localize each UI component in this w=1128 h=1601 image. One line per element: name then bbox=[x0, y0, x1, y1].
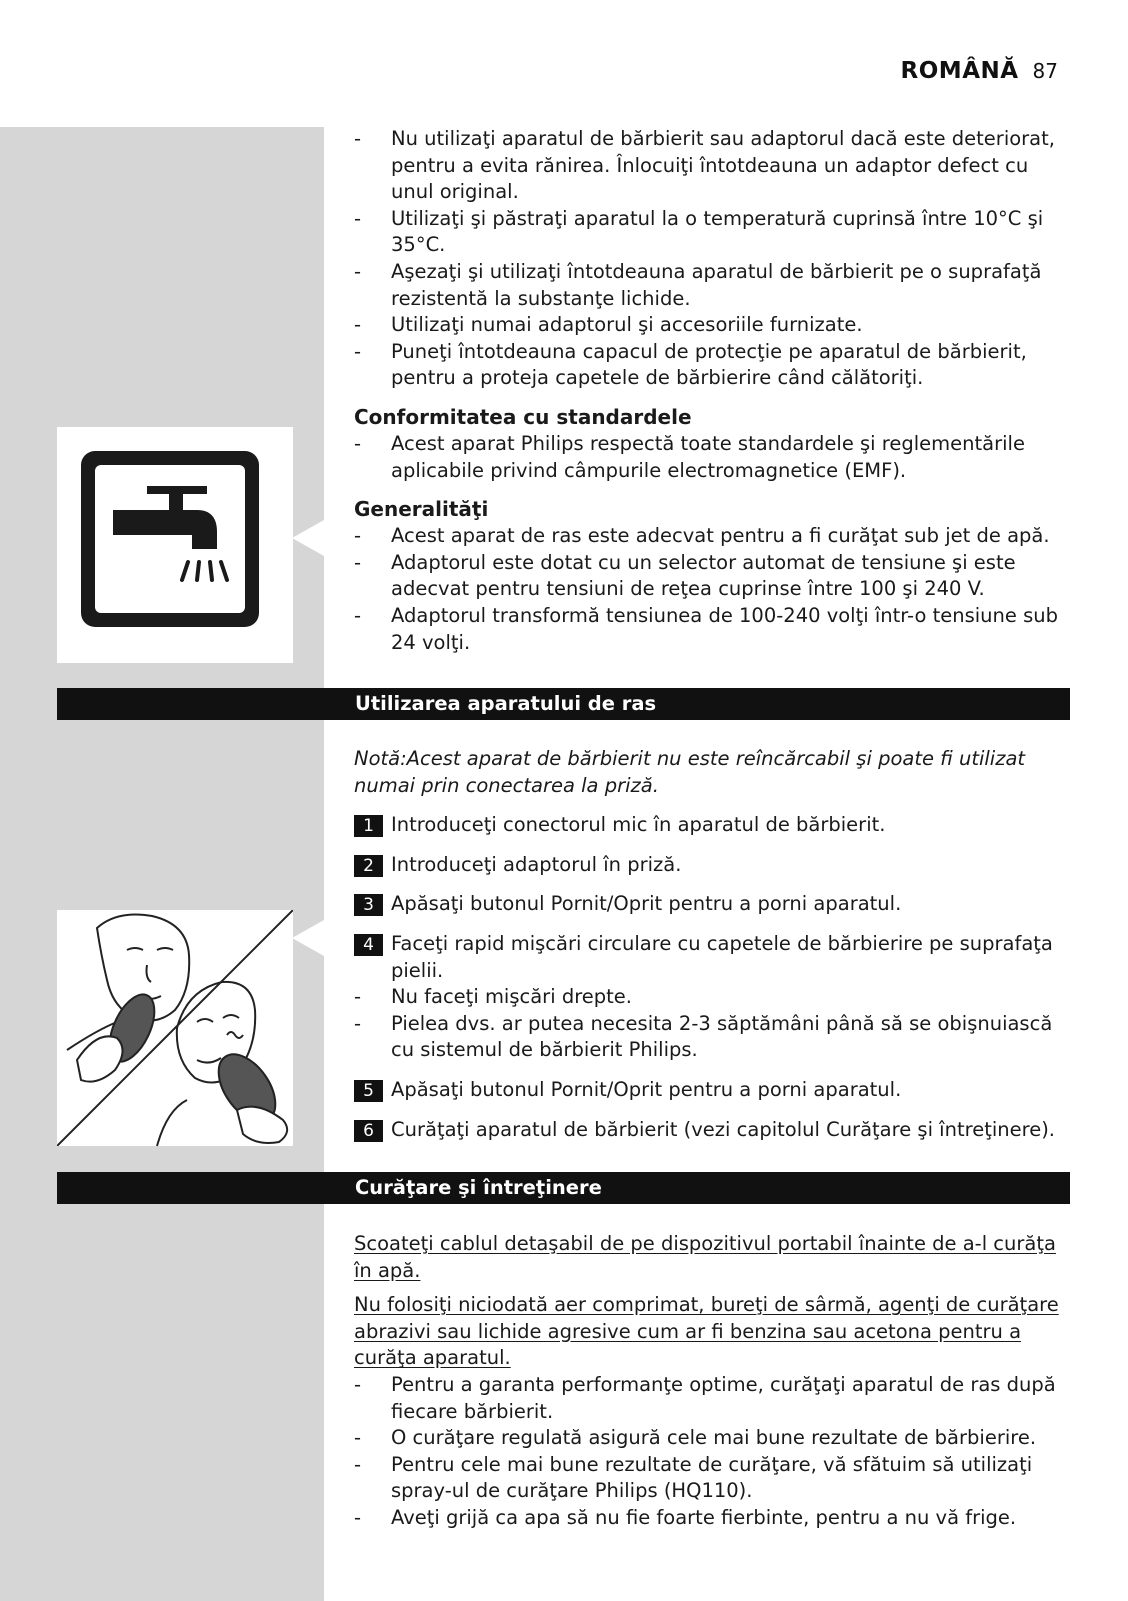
usage-section bbox=[354, 746, 1070, 1143]
step-item: 4 Faceţi rapid mişcări circulare cu capetele de bărbierire pe suprafaţa pielii. bbox=[354, 931, 1070, 984]
list-item: - Nu utilizaţi aparatul de bărbierit sau adaptorul dacă este deteriorat, pentru a evita rănirea. Înlocuiţi întotdeauna un adaptor defect cu unul original. bbox=[354, 127, 1055, 204]
step-item: 5 Apăsaţi butonul Pornit/Oprit pentru a porni aparatul. bbox=[354, 1077, 1070, 1104]
shaving-illustration bbox=[57, 910, 293, 1146]
cleaning-warning: Nu folosiţi niciodată aer comprimat, bureţi de sârmă, agenţi de curăţare abrazivi sau lichide agresive cum ar fi benzina sau acetona pentru a curăţa aparatul. bbox=[354, 1293, 1059, 1370]
list-item: - Acest aparat de ras este adecvat pentru a fi curăţat sub jet de apă. bbox=[354, 524, 1050, 548]
list-item: - Utilizaţi numai adaptorul şi accesoriile furnizate. bbox=[354, 313, 863, 337]
safety-section bbox=[354, 126, 1070, 656]
general-heading: Generalităţi bbox=[354, 497, 489, 522]
cleaning-section bbox=[354, 1231, 1070, 1532]
list-item: - Aşezaţi şi utilizaţi întotdeauna aparatul de bărbierit pe o suprafaţă rezistentă la substanţe lichide. bbox=[354, 259, 1042, 310]
shaving-figure bbox=[57, 910, 293, 1146]
washable-tap-icon bbox=[57, 427, 293, 663]
step-item: 2 Introduceţi adaptorul în priză. bbox=[354, 852, 1070, 879]
sidebar-background bbox=[0, 127, 324, 1601]
list-item: - Puneţi întotdeauna capacul de protecţie pe aparatul de bărbierit, pentru a proteja capetele de bărbierire când călătoriţi. bbox=[354, 339, 1027, 390]
list-item: - Adaptorul este dotat cu un selector automat de tensiune şi este adecvat pentru tensiuni de reţea cuprinse între 100 şi 240 V. bbox=[354, 550, 1016, 601]
list-item: - Adaptorul transformă tensiunea de 100-240 volţi într-o tensiune sub 24 volţi. bbox=[354, 603, 1058, 654]
usage-note: Notă:Acest aparat de bărbierit nu este reîncărcabil şi poate fi utilizat numai prin conectarea la priză. bbox=[354, 747, 1026, 797]
cleaning-warning: Scoateţi cablul detaşabil de pe dispozitivul portabil înainte de a-l curăţa în apă. bbox=[354, 1232, 1056, 1282]
language-label: ROMÂNĂ bbox=[900, 58, 1019, 84]
list-item: - Acest aparat Philips respectă toate standardele şi reglementările aplicabile privind câmpurile electromagnetice (EMF). bbox=[354, 431, 1025, 482]
list-item: - Pielea dvs. ar putea necesita 2-3 săptămâni până să se obişnuiască cu sistemul de bărbierit Philips. bbox=[354, 1011, 1053, 1062]
page-header bbox=[901, 58, 1058, 84]
section-title-cleaning: Curăţare şi întreţinere bbox=[57, 1172, 1070, 1204]
list-item: - O curăţare regulată asigură cele mai bune rezultate de bărbierire. bbox=[354, 1426, 1037, 1450]
figure-pointer bbox=[292, 920, 324, 956]
list-item: - Aveţi grijă ca apa să nu fie foarte fierbinte, pentru a nu vă frige. bbox=[354, 1505, 1017, 1529]
step-item: 6 Curăţaţi aparatul de bărbierit (vezi capitolul Curăţare şi întreţinere). bbox=[354, 1117, 1070, 1144]
figure-pointer bbox=[292, 520, 324, 556]
list-item: - Pentru cele mai bune rezultate de curăţare, vă sfătuim să utilizaţi spray-ul de curăţare Philips (HQ110). bbox=[354, 1452, 1033, 1503]
list-item: - Nu faceţi mişcări drepte. bbox=[354, 985, 632, 1009]
washable-figure bbox=[57, 427, 293, 663]
conformity-heading: Conformitatea cu standardele bbox=[354, 404, 692, 429]
step-item: 3 Apăsaţi butonul Pornit/Oprit pentru a porni aparatul. bbox=[354, 891, 1070, 918]
section-title-usage: Utilizarea aparatului de ras bbox=[57, 688, 1070, 720]
list-item: - Utilizaţi şi păstraţi aparatul la o temperatură cuprinsă între 10°C şi 35°C. bbox=[354, 206, 1044, 257]
step-item: 1 Introduceţi conectorul mic în aparatul de bărbierit. bbox=[354, 812, 1070, 839]
page-number: 87 bbox=[1032, 59, 1058, 83]
list-item: - Pentru a garanta performanţe optime, curăţaţi aparatul de ras după fiecare bărbierit. bbox=[354, 1372, 1056, 1423]
